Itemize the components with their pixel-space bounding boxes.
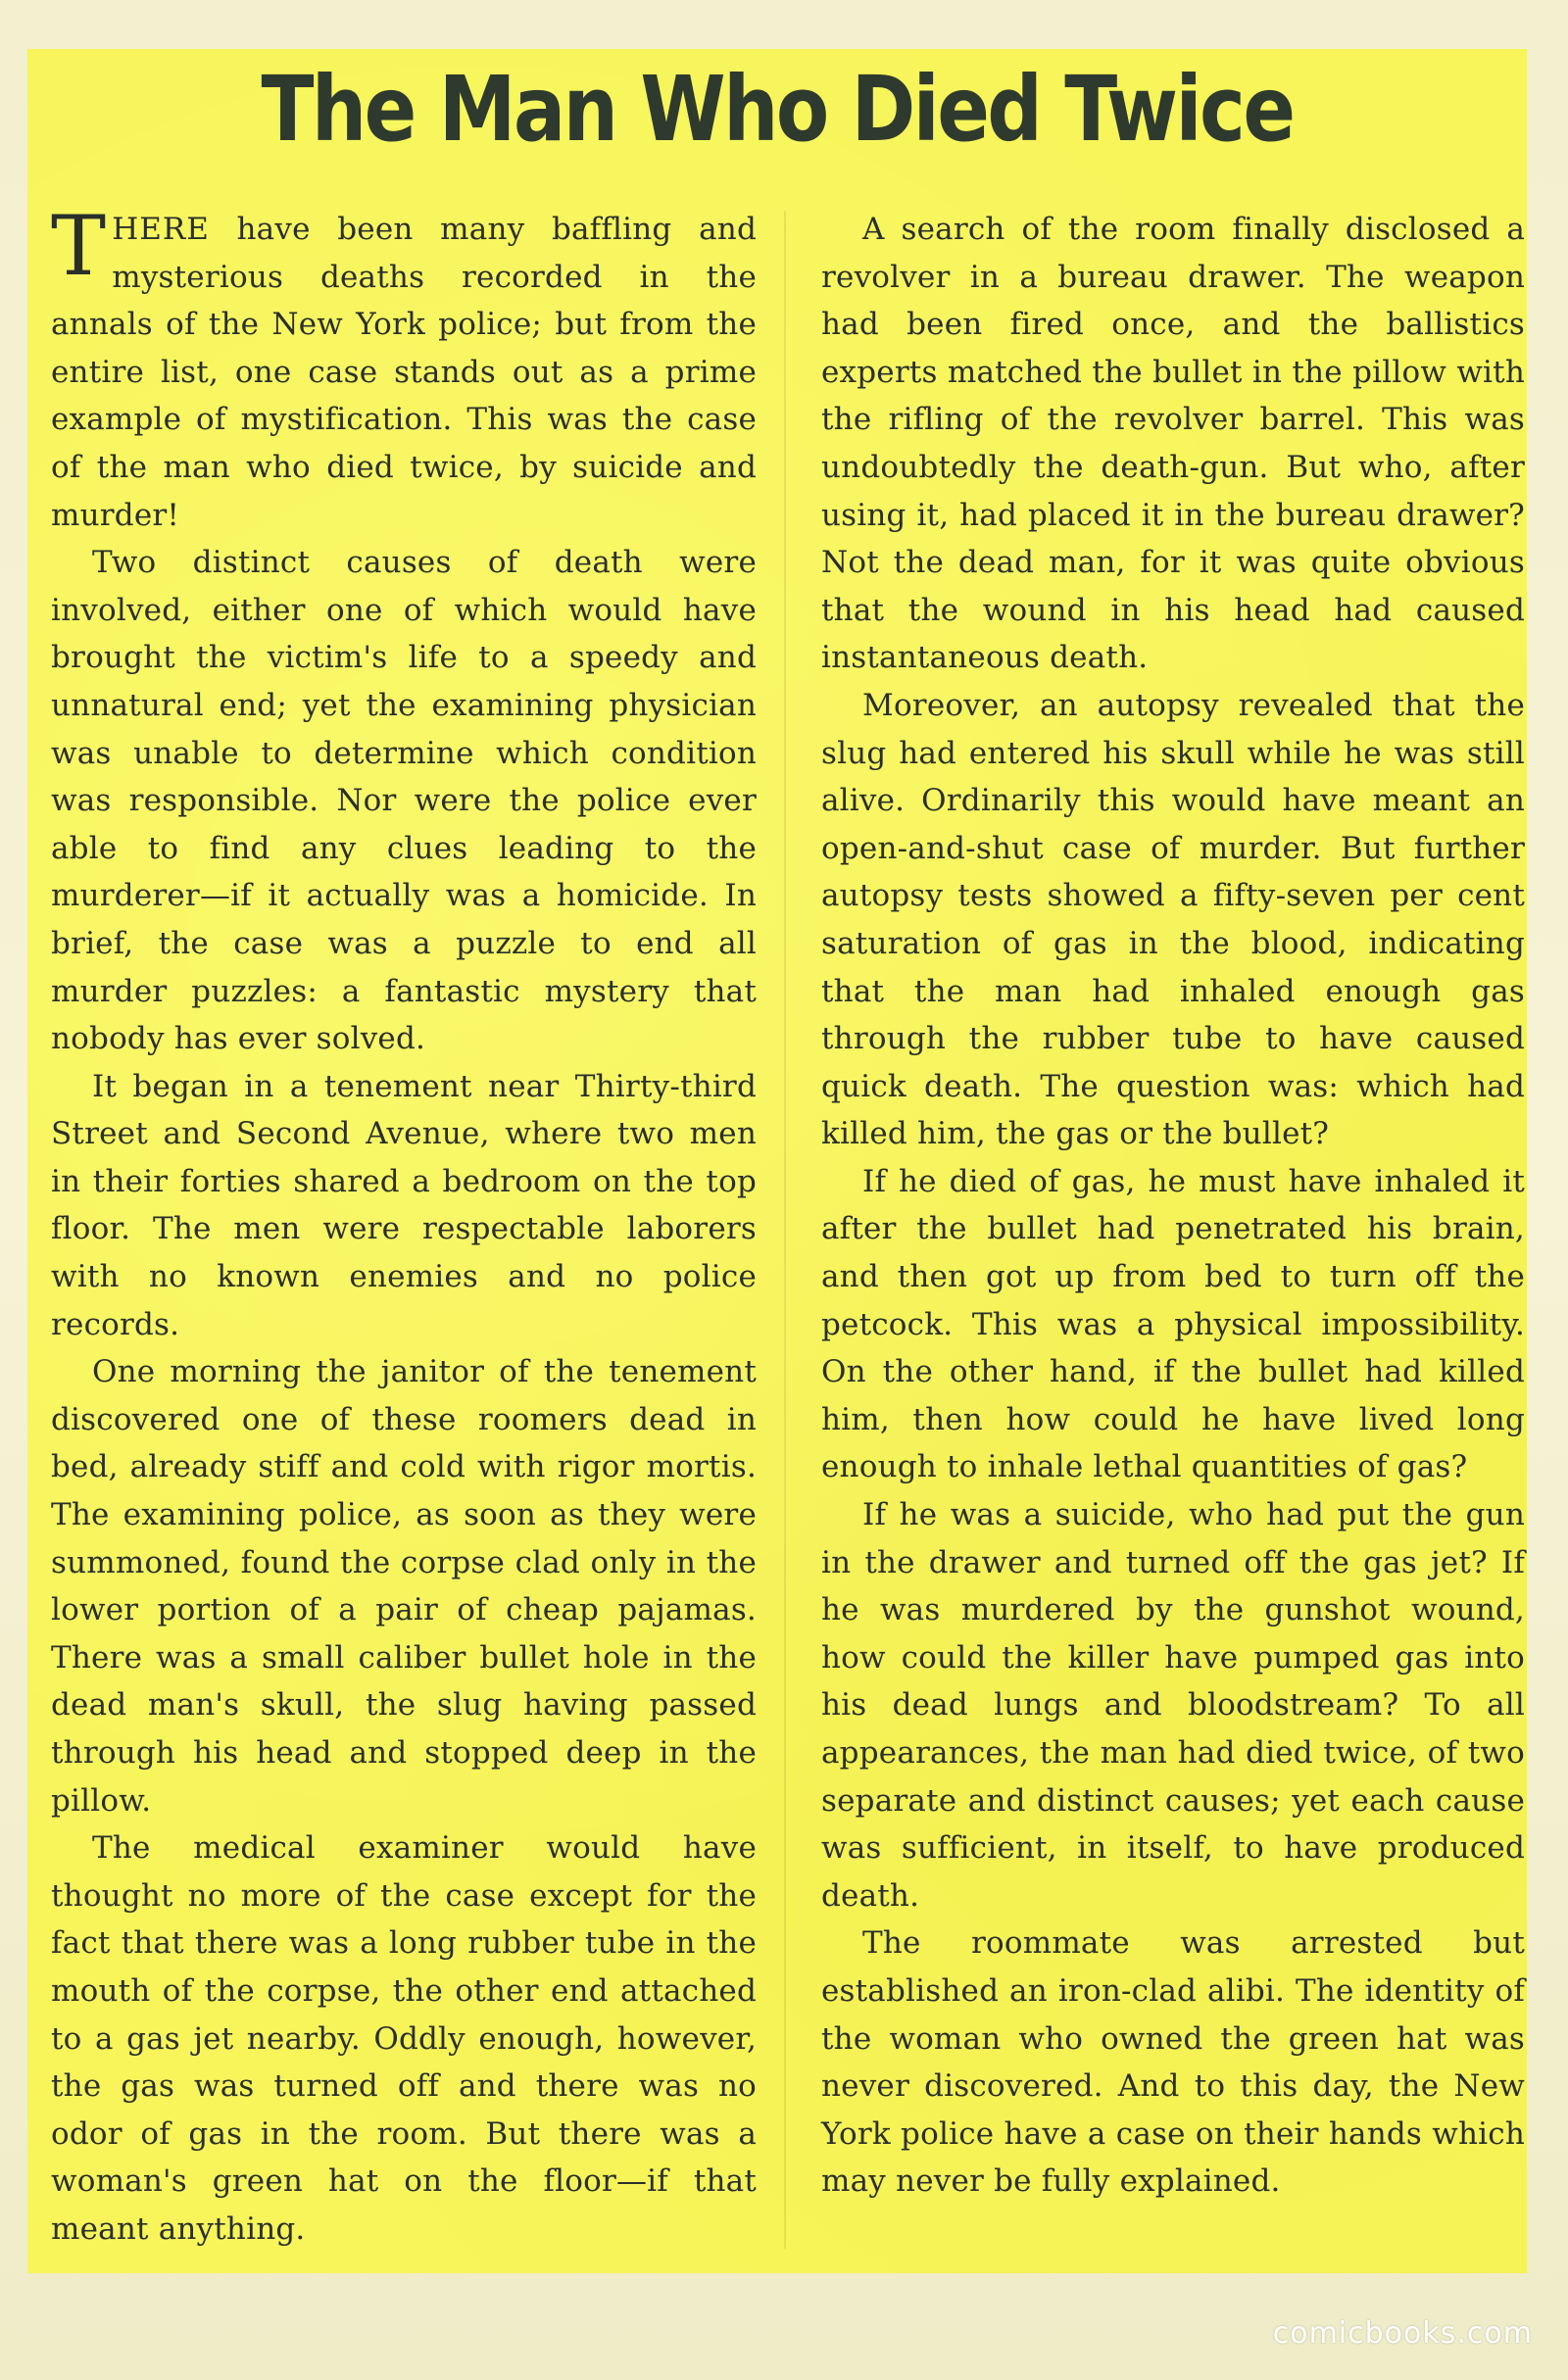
paragraph: The medical examiner would have thought no more of the case except for the fact that there was a long rubber tube in the mouth of the corpse, the other end attached to a gas jet nearby. Oddly enough, however, the gas was turned off and there was no odor of gas in the room. But there was a woman's green hat on the floor—if that meant anything.	[51, 1830, 757, 2247]
paragraph: One morning the janitor of the tenement discovered one of these roomers dead in bed, already stiff and cold with rigor mortis. The examining police, as soon as they were summoned, found the corpse clad only in the lower portion of a pair of cheap pajamas. There was a small caliber bullet hole in the dead man's skull, the slug having passed through his head and stopped deep in the pillow.	[51, 1354, 757, 1819]
paragraph-text: have been many baffling and mysterious deaths recorded in the annals of the New York police; but from the entire list, one case stands out as a prime example of mystification. This was the case of the man who died twice, by suicide and murder!	[51, 212, 757, 533]
site-watermark: comicbooks.com	[1272, 2316, 1533, 2351]
drop-cap: T	[51, 198, 107, 294]
lead-word: HERE	[112, 212, 210, 247]
paragraph	[51, 198, 757, 539]
column-gutter	[784, 211, 786, 2249]
left-column	[51, 198, 757, 2254]
paragraph: The roommate was arrested but established an iron-clad alibi. The identity of the woman who owned the green hat was never discovered. And to this day, the New York police have a case on their hands which may never be fully explained.	[821, 1925, 1525, 2200]
paragraph: It began in a tenement near Thirty-third Street and Second Avenue, where two men in their forties shared a bedroom on the top floor. The men were respectable laborers with no known enemies and no police records.	[51, 1068, 757, 1342]
right-column	[821, 206, 1525, 2206]
paragraph: A search of the room finally disclosed a revolver in a bureau drawer. The weapon had been fired once, and the ballistics experts matched the bullet in the pillow with the rifling of the revolver barrel. This was undoubtedly the death-gun. But who, after using it, had placed it in the bureau drawer? Not the dead man, for it was quite obvious that the wound in his head had caused instantaneous death.	[821, 212, 1525, 676]
paragraph: If he was a suicide, who had put the gun in the drawer and turned off the gas jet? If he was murdered by the gunshot wound, how could the killer have pumped gas into his dead lungs and bloodstream? To all appearances, the man had died twice, of two separate and distinct causes; yet each cause was sufficient, in itself, to have produced death.	[821, 1497, 1525, 1914]
article-title: The Man Who Died Twice	[261, 57, 1294, 162]
paragraph: If he died of gas, he must have inhaled it after the bullet had penetrated his brain, and then got up from bed to turn off the petcock. This was a physical impossibility. On the other hand, if the bullet had killed him, then how could he have lived long enough to inhale lethal quantities of gas?	[821, 1163, 1525, 1485]
paragraph: Two distinct causes of death were involved, either one of which would have brought the victim's life to a speedy and unnatural end; yet the examining physician was unable to determine which condition was responsible. Nor were the police ever able to find any clues leading to the murderer—if it actually was a homicide. In brief, the case was a puzzle to end all murder puzzles: a fantastic mystery that nobody has ever solved.	[51, 545, 757, 1057]
paragraph: Moreover, an autopsy revealed that the slug had entered his skull while he was still alive. Ordinarily this would have meant an open-and-shut case of murder. But further autopsy tests showed a fifty-seven per cent saturation of gas in the blood, indicating that the man had inhaled enough gas through the rubber tube to have caused quick death. The question was: which had killed him, the gas or the bullet?	[821, 687, 1525, 1152]
